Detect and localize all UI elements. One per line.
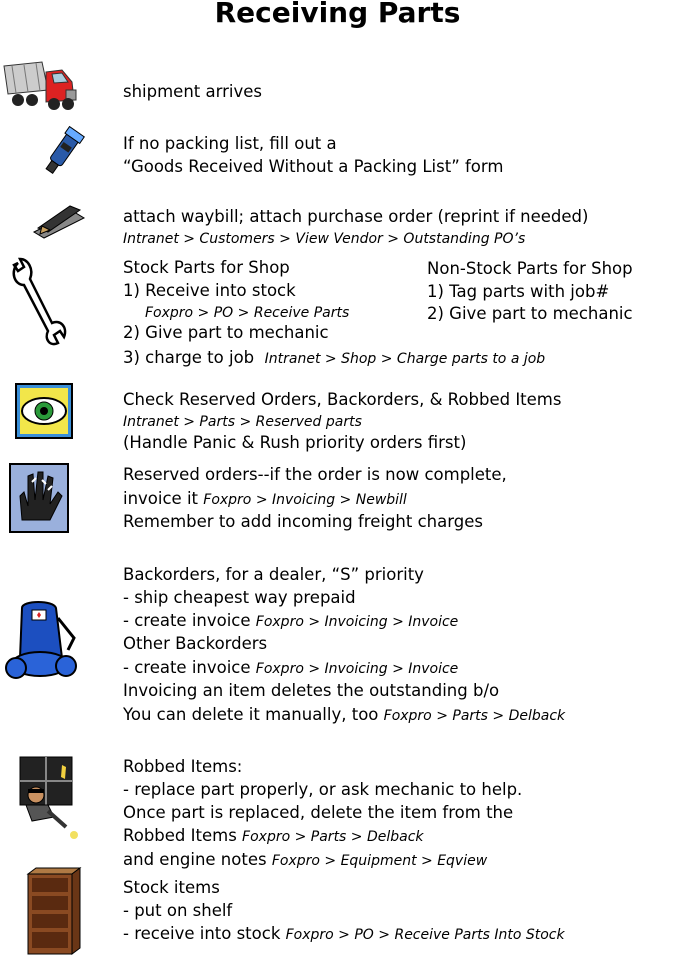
backorders-heading: Backorders, for a dealer, “S” priority: [123, 565, 424, 584]
nav-path-reserved-parts: Intranet > Parts > Reserved parts: [123, 414, 362, 430]
wrench-icon: [8, 255, 68, 349]
nav-path-eqview: Foxpro > Equipment > Eqview: [271, 853, 488, 869]
stock-items-heading: Stock items: [123, 878, 220, 897]
truck-icon: [2, 60, 82, 112]
check-reserved-heading: Check Reserved Orders, Backorders, & Robbed Items: [123, 390, 562, 409]
nav-path-newbill: Foxpro > Invoicing > Newbill: [203, 492, 407, 508]
hand-icon: [8, 462, 70, 534]
replace-part: - replace part properly, or ask mechanic to help.: [123, 780, 523, 799]
nav-path-receive-parts: Foxpro > PO > Receive Parts: [145, 305, 350, 321]
delete-manually: You can delete it manually, too Foxpro > Parts > Delback: [123, 705, 566, 724]
receive-into-stock: - receive into stock Foxpro > PO > Receive Parts Into Stock: [123, 924, 565, 943]
freight-reminder: Remember to add incoming freight charges: [123, 512, 483, 531]
burglar-window-icon: [18, 755, 78, 845]
nav-path-delback-2: Foxpro > Parts > Delback: [242, 829, 424, 845]
invoicing-deletes-bo: Invoicing an item deletes the outstanding b/o: [123, 681, 500, 700]
step-no-packing-list: If no packing list, fill out a: [123, 134, 337, 153]
stock-step-2: 2) Give part to mechanic: [123, 323, 329, 342]
nav-path-invoice-1: Foxpro > Invoicing > Invoice: [255, 614, 459, 630]
nav-path-delback-1: Foxpro > Parts > Delback: [383, 708, 566, 724]
reserved-orders-line: Reserved orders--if the order is now complete,: [123, 465, 507, 484]
eye-icon: [14, 382, 74, 440]
ship-cheapest: - ship cheapest way prepaid: [123, 588, 356, 607]
stock-parts-heading: Stock Parts for Shop: [123, 258, 290, 277]
backpack-icon: [2, 598, 84, 684]
once-replaced: Once part is replaced, delete the item from the: [123, 803, 514, 822]
step-shipment-arrives: shipment arrives: [123, 82, 262, 101]
create-invoice-1: - create invoice Foxpro > Invoicing > Invoice: [123, 611, 459, 630]
shelf-icon: [24, 866, 82, 956]
stapler-icon: [30, 198, 86, 242]
stock-step-1: 1) Receive into stock: [123, 281, 296, 300]
non-stock-heading: Non-Stock Parts for Shop: [427, 259, 633, 278]
engine-notes: and engine notes Foxpro > Equipment > Eqview: [123, 850, 488, 869]
nav-path-receive-into-stock: Foxpro > PO > Receive Parts Into Stock: [285, 927, 565, 943]
put-on-shelf: - put on shelf: [123, 901, 233, 920]
robbed-items-heading: Robbed Items:: [123, 757, 243, 776]
other-backorders-heading: Other Backorders: [123, 634, 268, 653]
page-title: Receiving Parts: [214, 0, 461, 29]
nav-path-charge-parts: Intranet > Shop > Charge parts to a job: [264, 351, 546, 367]
nav-path-invoice-2: Foxpro > Invoicing > Invoice: [255, 661, 459, 677]
priority-note: (Handle Panic & Rush priority orders first): [123, 433, 467, 452]
flashlight-icon: [38, 125, 86, 181]
non-stock-step-2: 2) Give part to mechanic: [427, 304, 633, 323]
stock-step-3: 3) charge to job Intranet > Shop > Charge parts to a job: [123, 348, 546, 367]
non-stock-step-1: 1) Tag parts with job#: [427, 282, 610, 301]
step-form-name: “Goods Received Without a Packing List” form: [123, 157, 504, 176]
create-invoice-2: - create invoice Foxpro > Invoicing > Invoice: [123, 658, 459, 677]
invoice-it-line: invoice it Foxpro > Invoicing > Newbill: [123, 489, 407, 508]
step-attach-waybill: attach waybill; attach purchase order (reprint if needed): [123, 207, 589, 226]
nav-path-outstanding-po: Intranet > Customers > View Vendor > Outstanding PO’s: [123, 231, 526, 247]
robbed-items-delback: Robbed Items Foxpro > Parts > Delback: [123, 826, 424, 845]
